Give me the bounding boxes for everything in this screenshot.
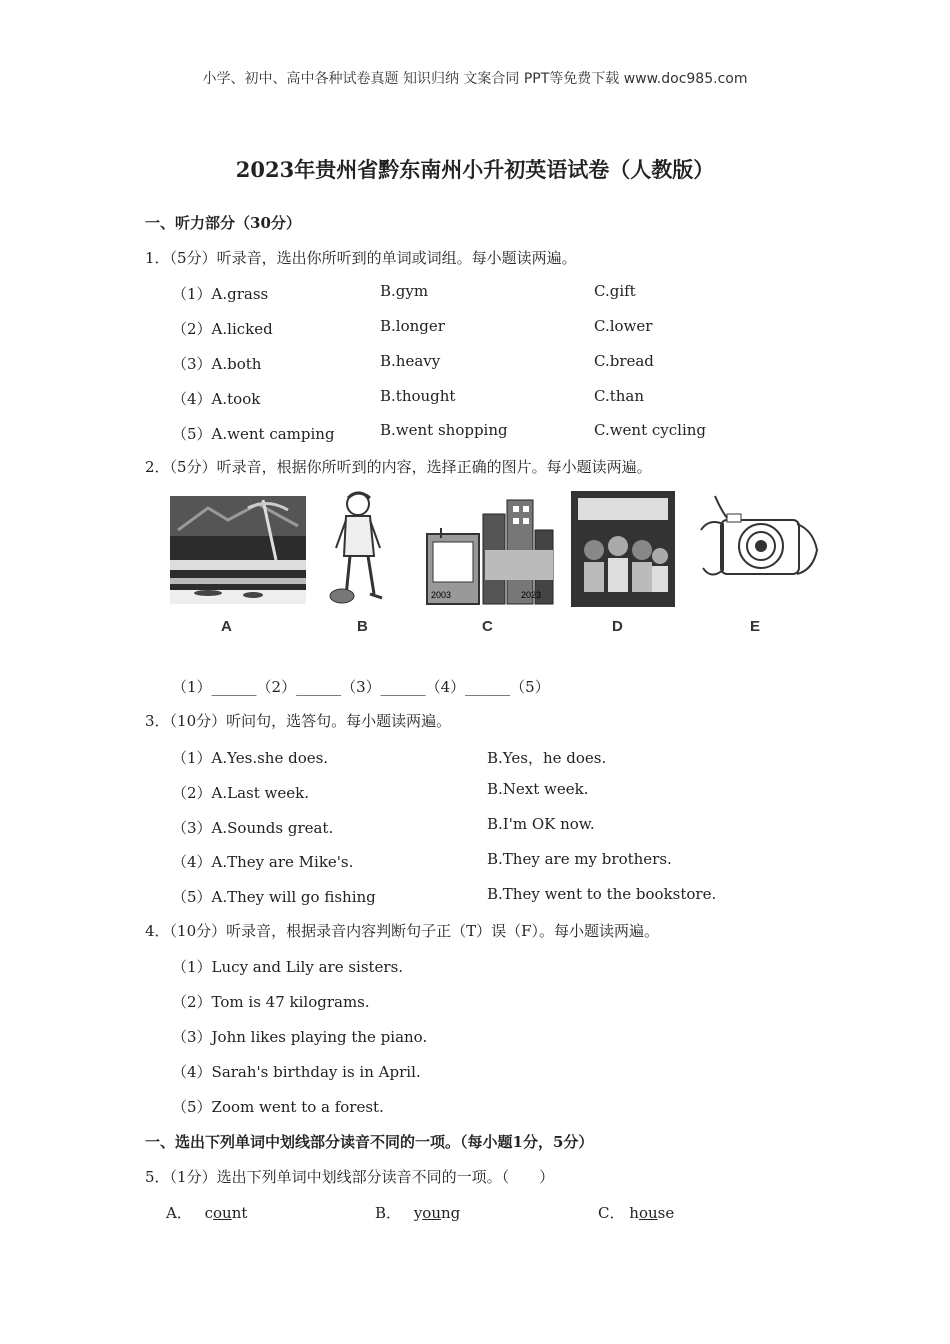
q3-opt-b: B.They are my brothers. [487, 850, 672, 868]
picture-a-label: A [221, 618, 232, 635]
q1-opt-b: B.thought [380, 387, 456, 405]
q5-option-c-letter: C． [598, 1204, 625, 1222]
q5-option-a-underlined: ou [213, 1204, 232, 1222]
q1-opt-a: （5）A.went camping [172, 425, 335, 443]
q3-stem: 3．（10分）听问句，选答句。每小题读两遍。 [145, 712, 452, 730]
q1-opt-b: B.heavy [380, 352, 441, 370]
q5-option-b-underlined: ou [422, 1204, 441, 1222]
picture-d-children [570, 490, 676, 608]
q5-option-b-post: ng [441, 1204, 461, 1222]
q5-option-c-underlined: ou [638, 1204, 658, 1222]
q5-option-b [375, 1202, 460, 1223]
picture-c-label: C [482, 618, 493, 635]
q5-option-a-letter: A． [166, 1204, 192, 1222]
q4-item: （3）John likes playing the piano. [172, 1028, 428, 1046]
q3-opt-a: （5）A.They will go fishing [172, 888, 376, 906]
q5-option-a [166, 1202, 247, 1223]
q1-opt-a: （1）A.grass [172, 285, 269, 303]
q1-opt-c: C.lower [594, 317, 653, 335]
q1-opt-b: B.went shopping [380, 421, 508, 439]
q1-opt-c: C.bread [594, 352, 654, 370]
q5-option-c [598, 1202, 674, 1223]
q2-stem: 2．（5分）听录音，根据你所听到的内容，选择正确的图片。每小题读两遍。 [145, 458, 652, 476]
picture-c-year-right: 2023 [521, 590, 542, 600]
picture-e-camera [697, 490, 821, 608]
q4-stem: 4．（10分）听录音，根据录音内容判断句子正（T）误（F）。每小题读两遍。 [145, 922, 660, 940]
q1-opt-a: （2）A.licked [172, 320, 273, 338]
picture-a-beach [168, 490, 308, 608]
q1-opt-c: C.gift [594, 282, 636, 300]
section-pronunciation: 一、选出下列单词中划线部分读音不同的一项。（每小题1分，5分） [145, 1133, 594, 1151]
site-header: 小学、初中、高中各种试卷真题 知识归纳 文案合同 PPT等免费下载 www.doc985.com [202, 71, 748, 87]
q5-option-b-pre: y [413, 1204, 423, 1222]
q1-opt-b: B.longer [380, 317, 445, 335]
q5-option-c-pre: h [629, 1204, 639, 1222]
picture-c-town [425, 490, 555, 608]
q4-item: （1）Lucy and Lily are sisters. [172, 958, 404, 976]
q3-opt-a: （3）A.Sounds great. [172, 819, 334, 837]
q4-item: （4）Sarah's birthday is in April. [172, 1063, 421, 1081]
picture-b-label: B [357, 618, 368, 635]
q5-option-c-post: se [657, 1204, 675, 1222]
q5-option-a-post: nt [231, 1204, 248, 1222]
q1-opt-a: （3）A.both [172, 355, 262, 373]
q2-answer-line: （1）______（2）______（3）______（4）______（5） [172, 678, 550, 696]
q3-opt-b: B.I'm OK now. [487, 815, 595, 833]
page-title: 2023年贵州省黔东南州小升初英语试卷（人教版） [235, 157, 715, 182]
q5-stem: 5．（1分）选出下列单词中划线部分读音不同的一项。（ ） [145, 1168, 555, 1186]
section-listening: 一、听力部分（30分） [145, 214, 301, 232]
picture-e-label: E [750, 618, 761, 635]
q3-opt-b: B.Yes，he does. [487, 749, 607, 767]
q5-option-a-pre: c [204, 1204, 214, 1222]
q1-opt-b: B.gym [380, 282, 429, 300]
q4-item: （5）Zoom went to a forest. [172, 1098, 384, 1116]
q3-opt-a: （2）A.Last week. [172, 784, 309, 802]
q1-stem: 1．（5分）听录音，选出你所听到的单词或词组。每小题读两遍。 [145, 249, 577, 267]
q4-item: （2）Tom is 47 kilograms. [172, 993, 370, 1011]
q3-opt-b: B.They went to the bookstore. [487, 885, 717, 903]
q5-option-b-letter: B． [375, 1204, 402, 1222]
q1-opt-c: C.went cycling [594, 421, 707, 439]
q3-opt-a: （1）A.Yes.she does. [172, 749, 329, 767]
q3-opt-a: （4）A.They are Mike's. [172, 853, 354, 871]
q1-opt-c: C.than [594, 387, 645, 405]
picture-b-boy [320, 490, 400, 608]
picture-c-year-left: 2003 [431, 590, 452, 600]
q3-opt-b: B.Next week. [487, 780, 589, 798]
picture-d-label: D [612, 618, 623, 635]
q1-opt-a: （4）A.took [172, 390, 261, 408]
